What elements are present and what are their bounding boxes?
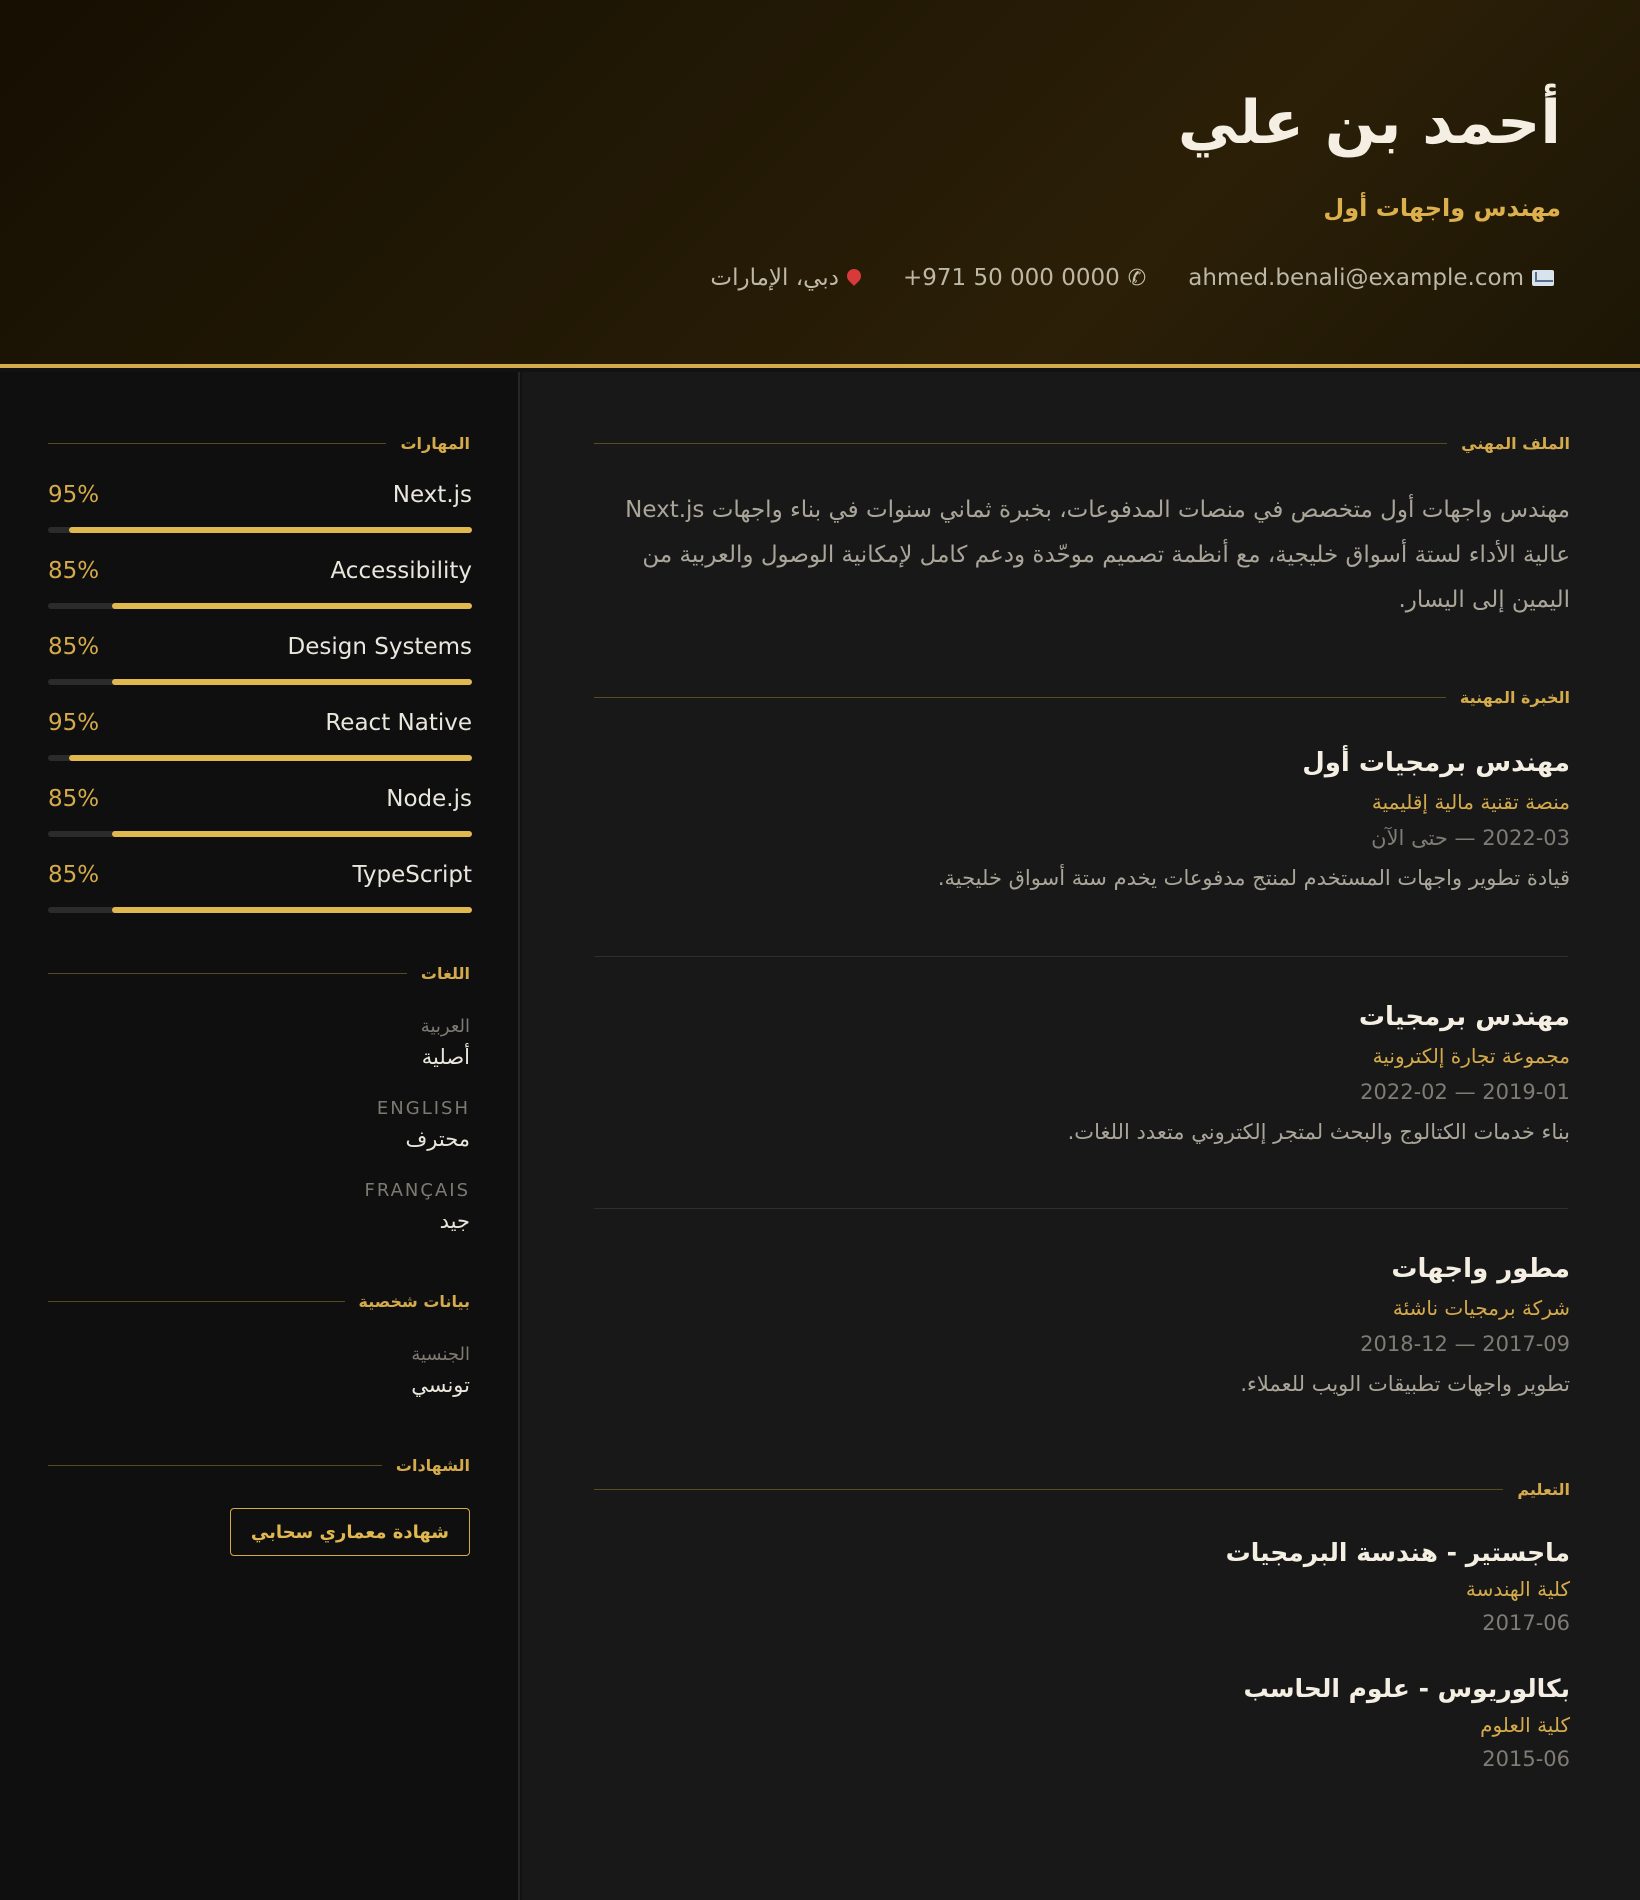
location-text: دبي، الإمارات (710, 265, 839, 291)
experience-company: مجموعة تجارة إلكترونية (1372, 1044, 1570, 1068)
profile-heading-label: الملف المهني (1461, 434, 1570, 453)
experience-item (594, 748, 1570, 890)
location-pin-icon (844, 266, 864, 286)
heading-rule (594, 1489, 1503, 1490)
skill-bar-fill (112, 603, 472, 609)
heading-rule (48, 973, 407, 974)
experience-dates: 2022-03 — حتى الآن (1371, 826, 1570, 850)
skill-percent: 85% (48, 558, 100, 584)
education-degree: بكالوريوس - علوم الحاسب (1243, 1674, 1570, 1703)
experience-item (594, 1254, 1570, 1396)
person-name: أحمد بن علي (1177, 88, 1561, 158)
experience-heading (594, 688, 1570, 707)
experience-description: تطوير واجهات تطبيقات الويب للعملاء. (1240, 1372, 1570, 1396)
education-item (1226, 1538, 1570, 1635)
sidebar (0, 372, 520, 1900)
skill-bar-fill (112, 679, 472, 685)
languages-heading-label: اللغات (420, 964, 470, 983)
personal-heading-label: بيانات شخصية (358, 1292, 470, 1311)
languages-heading (48, 964, 470, 983)
skill-name: React Native (325, 710, 472, 736)
contact-list (710, 262, 1554, 294)
main-content (522, 372, 1640, 1900)
skill-percent: 95% (48, 482, 100, 508)
language-item (364, 1180, 470, 1233)
nationality-value: تونسي (411, 1373, 470, 1397)
experience-company: شركة برمجيات ناشئة (1392, 1296, 1570, 1320)
skill-item (48, 786, 472, 846)
language-name: FRANÇAIS (364, 1180, 470, 1201)
section-divider (594, 1208, 1568, 1209)
experience-company: منصة تقنية مالية إقليمية (1371, 790, 1570, 814)
language-name: ENGLISH (376, 1098, 470, 1119)
heading-rule (594, 697, 1446, 698)
skill-bar-track (48, 527, 472, 533)
language-item (377, 1098, 470, 1151)
skill-item (48, 862, 472, 922)
skill-bar-fill (112, 831, 472, 837)
heading-rule (48, 1301, 345, 1302)
education-item (1243, 1674, 1570, 1771)
language-level: جيد (439, 1209, 470, 1233)
nationality-item (411, 1344, 470, 1397)
heading-rule (48, 443, 386, 444)
skill-percent: 95% (48, 710, 100, 736)
envelope-icon (1532, 270, 1554, 286)
skill-bar-fill (69, 527, 472, 533)
heading-rule (48, 1465, 382, 1466)
contact-email[interactable] (1188, 265, 1554, 291)
skill-name: Accessibility (330, 558, 472, 584)
skill-percent: 85% (48, 634, 100, 660)
skill-bar-track (48, 907, 472, 913)
phone-text[interactable]: +971 50 000 0000 (902, 265, 1120, 291)
education-school: كلية العلوم (1480, 1713, 1570, 1737)
certificate-badge: شهادة معماري سحابي (230, 1508, 470, 1556)
education-school: كلية الهندسة (1465, 1577, 1570, 1601)
nationality-label: الجنسية (411, 1344, 470, 1365)
skill-item (48, 710, 472, 770)
skills-heading (48, 434, 470, 453)
certs-heading-label: الشهادات (395, 1456, 470, 1475)
experience-title: مهندس برمجيات أول (1302, 748, 1570, 778)
skill-percent: 85% (48, 862, 100, 888)
experience-item (594, 1002, 1570, 1144)
skills-heading-label: المهارات (400, 434, 470, 453)
job-title: مهندس واجهات أول (1323, 194, 1561, 222)
skill-name: Design Systems (287, 634, 472, 660)
skill-bar-fill (69, 755, 472, 761)
experience-title: مهندس برمجيات (1358, 1002, 1570, 1032)
skill-bar-track (48, 755, 472, 761)
personal-heading (48, 1292, 470, 1311)
education-degree: ماجستير - هندسة البرمجيات (1225, 1538, 1570, 1567)
language-level: أصلية (421, 1045, 470, 1069)
skill-bar-track (48, 679, 472, 685)
language-level: محترف (405, 1127, 470, 1151)
experience-dates: 2017-09 — 2018-12 (1360, 1332, 1570, 1356)
experience-description: قيادة تطوير واجهات المستخدم لمنتج مدفوعات يخدم ستة أسواق خليجية. (937, 866, 1570, 890)
section-divider (594, 956, 1568, 957)
heading-rule (594, 443, 1447, 444)
education-heading-label: التعليم (1517, 1480, 1570, 1499)
education-date: 2017-06 (1482, 1611, 1570, 1635)
skill-percent: 85% (48, 786, 100, 812)
email-text[interactable]: ahmed.benali@example.com (1188, 265, 1524, 291)
skill-name: Next.js (392, 482, 472, 508)
education-date: 2015-06 (1482, 1747, 1570, 1771)
skill-item (48, 634, 472, 694)
skill-item (48, 482, 472, 542)
experience-heading-label: الخبرة المهنية (1459, 688, 1570, 707)
resume-header (0, 0, 1640, 368)
skill-item (48, 558, 472, 618)
experience-title: مطور واجهات (1391, 1254, 1570, 1284)
education-heading (594, 1480, 1570, 1499)
skill-name: TypeScript (352, 862, 472, 888)
skill-bar-fill (112, 907, 472, 913)
contact-phone[interactable] (903, 265, 1146, 291)
profile-summary: مهندس واجهات أول متخصص في منصات المدفوعات، بخبرة ثماني سنوات في بناء واجهات Next.js عالية الأداء لستة أسواق خليجية، مع أنظمة تصميم موحّدة ودعم كامل لإمكانية الوصول والعربية من اليمين إلى اليسار. (625, 497, 1570, 613)
experience-dates: 2019-01 — 2022-02 (1360, 1080, 1570, 1104)
telephone-icon: ✆ (1127, 265, 1147, 291)
language-item (421, 1016, 470, 1069)
contact-location (710, 265, 861, 291)
skill-name: Node.js (386, 786, 472, 812)
experience-description: بناء خدمات الكتالوج والبحث لمتجر إلكتروني متعدد اللغات. (1067, 1120, 1570, 1144)
skill-bar-track (48, 603, 472, 609)
profile-heading (594, 434, 1570, 453)
certs-heading (48, 1456, 470, 1475)
skill-bar-track (48, 831, 472, 837)
language-name: العربية (420, 1016, 470, 1037)
